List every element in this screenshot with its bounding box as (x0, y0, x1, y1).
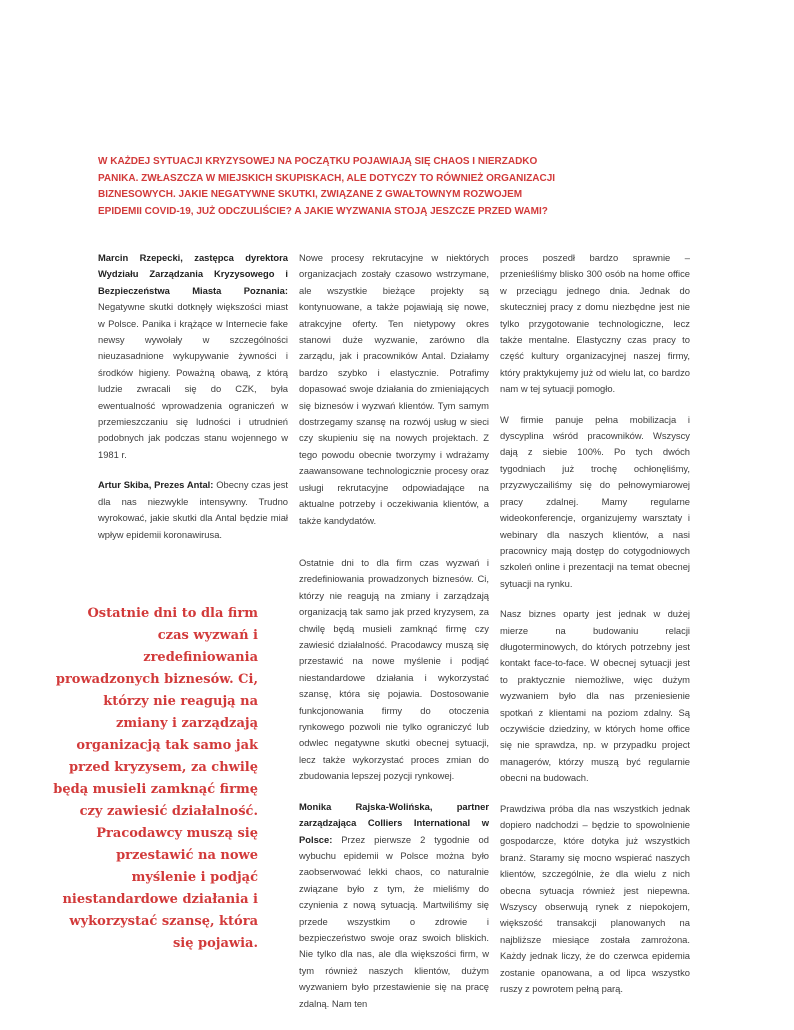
paragraph: Nowe procesy rekrutacyjne w niektórych organizacjach zostały czasowo wstrzymane, ale wszystkie bieżące projekty są kontynuowane, a także pojawiają się nowe, atrakcyjne oferty. Ten nietypowy okres stanowi duże wyzwanie, zarówno dla zarządu, jak i pracowników Antal. Działamy bardzo szybko i elastycznie. Potrafimy dopasować swoje działania do zmieniających się biznesów i wyzwań klientów. Tym samym dostrzegamy szansę na rozwój usług w sieci czy skupieniu się na nowych projektach. Z tego powodu obecnie tworzymy i wdrażamy zaawansowane technologicznie procesy oraz usługi rekrutacyjne odpowiadające na aktualne potrzeby i oczekiwania klientów, a także kandydatów. (299, 252, 489, 526)
answer-text: Przez pierwsze 2 tygodnie od wybuchu epidemii w Polsce można było zaobserwować lekki chaos, co naturalnie związane było z tym, że mieliśmy do czynienia z nową sytuacją. Martwiliśmy się przede wszystkim o zdrowie i bezpieczeństwo swoje oraz swoich bliskich. Nie tylko dla nas, ale dla większości firm, w tym również naszych klientów, dużym wyzwaniem było przestawienie się na pracę zdalną. Nam ten (299, 833, 489, 1009)
column-3 (500, 250, 690, 1011)
answer-text: Obecny czas jest dla nas niezwykle intensywny. Trudno wyrokować, jakie skutki dla Antal będzie miał wpływ epidemii koronawirusa. (98, 479, 288, 540)
column-2-bottom (299, 555, 489, 1026)
lead-question: W KAŻDEJ SYTUACJI KRYZYSOWEJ NA POCZĄTKU POJAWIAJĄ SIĘ CHAOS I NIERZADKO PANIKA. ZWŁASZCZA W MIEJSKICH SKUPISKACH, ALE DOTYCZY TO RÓWNIEŻ ORGANIZACJI BIZNESOWYCH. JAKIE NEGATYWNE SKUTKI, ZWIĄZANE Z GWAŁTOWNYM ROZWOJEM EPIDEMII COVID-19, JUŻ ODCZULIŚCIE? A JAKIE WYZWANIA STOJĄ JESZCZE PRZED WAMI? (98, 156, 556, 217)
answer-skiba (98, 477, 288, 543)
speaker-name: Monika Rajska-Wolińska, partner zarządzająca Colliers International w Polsce: (299, 800, 489, 845)
column-2-top (299, 250, 489, 543)
paragraph: W firmie panuje pełna mobilizacja i dyscyplina wśród pracowników. Wszyscy dają z siebie 100%. Po tych dwóch tygodniach już trochę ochłonęliśmy, przyzwyczailiśmy się do pełnowymiarowej pracy zdalnej. Mamy regularne wideokonferencje, organizujemy warsztaty i webinary dla naszych klientów, a nasi pracownicy mają dostęp do cotygodniowych szkoleń online i prezentacji na temat obecnej sytuacji na rynku. (500, 413, 690, 589)
column-1 (98, 250, 288, 557)
pull-quote: Ostatnie dni to dla firm czas wyzwań i zredefiniowania prowadzonych biznesów. Ci, którzy nie reagują na zmiany i zarządzają organizacją tak samo jak przed kryzysem, za chwilę będą musieli zamknąć firmę czy zawiesić działalność. Pracodawcy muszą się przestawić na nowe myślenie i podjąć niestandardowe działania i wykorzystać szansę, która się pojawia. (53, 606, 258, 951)
paragraph: Nasz biznes oparty jest jednak w dużej mierze na budowaniu relacji długoterminowych, do których potrzebny jest kontakt face-to-face. W obecnej sytuacji jest to praktycznie niemożliwe, więc dużym wyzwaniem było dla nas przeniesienie spotkań z klientami na poziom zdalny. Są oczywiście dziedziny, w których home office się nie sprawdza, np. w przypadku project managerów, którzy muszą być regularnie obecni na budowach. (500, 608, 690, 784)
answer-rzepecki (98, 250, 288, 463)
speaker-name: Marcin Rzepecki, zastępca dyrektora Wydziału Zarządzania Kryzysowego i Bezpieczeństwa Miasta Poznania: (98, 252, 288, 296)
paragraph: Prawdziwa próba dla nas wszystkich jednak dopiero nadchodzi – będzie to spowolnienie gospodarcze, które dotyka już wszystkich branż. Staramy się mocno wspierać naszych klientów, szczególnie, że dla wielu z nich obecna sytuacja również jest niepewna. Wszyscy obserwują rynek z niepokojem, większość transakcji planowanych na najbliższe miesiące została zamrożona. Każdy jednak liczy, że do czerwca epidemia zostanie opanowana, a od lipca wszystko ruszy z powrotem pełną parą. (500, 802, 690, 995)
answer-text: Negatywne skutki dotknęły większości miast w Polsce. Panika i krążące w Internecie fake newsy wywołały w szczególności nieuzasadnione wykupywanie żywności i środków higieny. Poważną obawą, z którą ludzie zwracali się do CZK, była ewentualność wprowadzenia ograniczeń w przemieszczaniu się ludności i utrudnień podobnych jak podczas stanu wojennego w 1981 r. (98, 301, 288, 460)
speaker-name: Artur Skiba, Prezes Antal: (98, 479, 214, 491)
answer-rajska-wolinska (299, 799, 489, 1012)
paragraph: proces poszedł bardzo sprawnie – przenieśliśmy blisko 300 osób na home office w przeciągu jednego dnia. Jednak do skuteczniej pracy z domu niezbędne jest nie tylko przygotowanie technologiczne, lecz także mentalne. Elastyczny czas pracy to część kultury organizacyjnej naszej firmy, który praktykujemy już od wielu lat, co bardzo nam w tej sytuacji pomogło. (500, 252, 690, 395)
paragraph: Ostatnie dni to dla firm czas wyzwań i zredefiniowania prowadzonych biznesów. Ci, którzy nie reagują na zmiany i zarządzają organizacją tak samo jak przed kryzysem, za chwilę będą musieli zamknąć firmę czy zawiesić działalność. Pracodawcy muszą się przestawić na nowe myślenie i podjąć niestandardowe działania i wykorzystać szansę, która się pojawia. Dostosowanie funkcjonowania firmy do otoczenia rynkowego pozwoli nie tylko ograniczyć lub odwlec negatywne skutki obecnej sytuacji, lecz także wykorzystać proces zmian do zbudowania lepszej pozycji rynkowej. (299, 557, 489, 782)
